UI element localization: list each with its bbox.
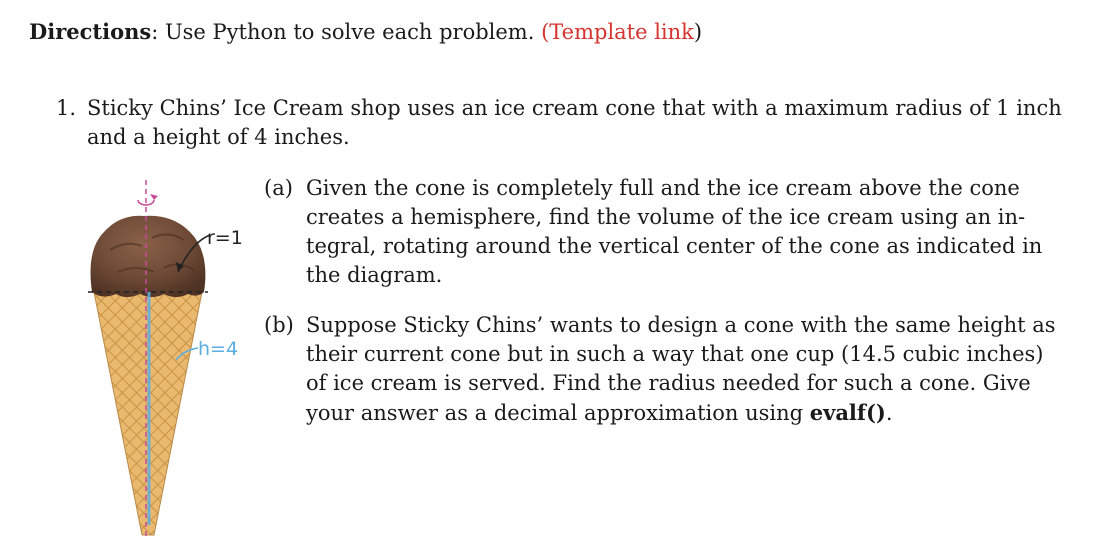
part-a-line-1: Given the cone is completely full and the ice cream above the cone	[306, 176, 1020, 200]
ice-cream-cone-diagram	[80, 180, 250, 540]
part-b-line-4-text: your answer as a decimal approximation using	[306, 401, 810, 425]
directions-text: : Use Python to solve each problem.	[151, 20, 535, 44]
template-link-close-paren: )	[693, 20, 703, 44]
part-b-line-2: their current cone but in such a way that one cup (14.5 cubic inches)	[306, 342, 1044, 366]
part-a-line-4: the diagram.	[306, 263, 443, 287]
part-a-line-2: creates a hemisphere, find the volume of the ice cream using an in-	[306, 205, 1026, 229]
part-a-line-3: tegral, rotating around the vertical center of the cone as indicated in	[306, 234, 1043, 258]
problem-statement-line-1: Sticky Chins’ Ice Cream shop uses an ice cream cone that with a maximum radius of 1 inch	[87, 96, 1062, 120]
template-link-open-paren: (	[541, 20, 550, 44]
template-link[interactable]: Template link	[549, 20, 694, 44]
problem-statement-line-2: and a height of 4 inches.	[87, 125, 350, 149]
part-b-line-3: of ice cream is served. Find the radius needed for such a cone. Give	[306, 371, 1031, 395]
part-b-line-4	[306, 398, 1026, 428]
problem-number: 1.	[56, 96, 77, 120]
part-b-end: .	[885, 401, 893, 425]
ice-cream-scoop	[91, 216, 206, 297]
height-label: h=4	[198, 338, 239, 360]
directions-label: Directions	[29, 19, 152, 44]
evalf-term: evalf()	[809, 400, 886, 425]
part-a-text	[306, 174, 1043, 290]
directions-line	[29, 16, 702, 48]
part-b-line-1: Suppose Sticky Chins’ wants to design a cone with the same height as	[306, 313, 1056, 337]
part-a-label: (a)	[264, 176, 293, 200]
part-b-label: (b)	[264, 313, 294, 337]
radius-label: r=1	[207, 227, 243, 249]
part-b-text	[306, 311, 1056, 428]
